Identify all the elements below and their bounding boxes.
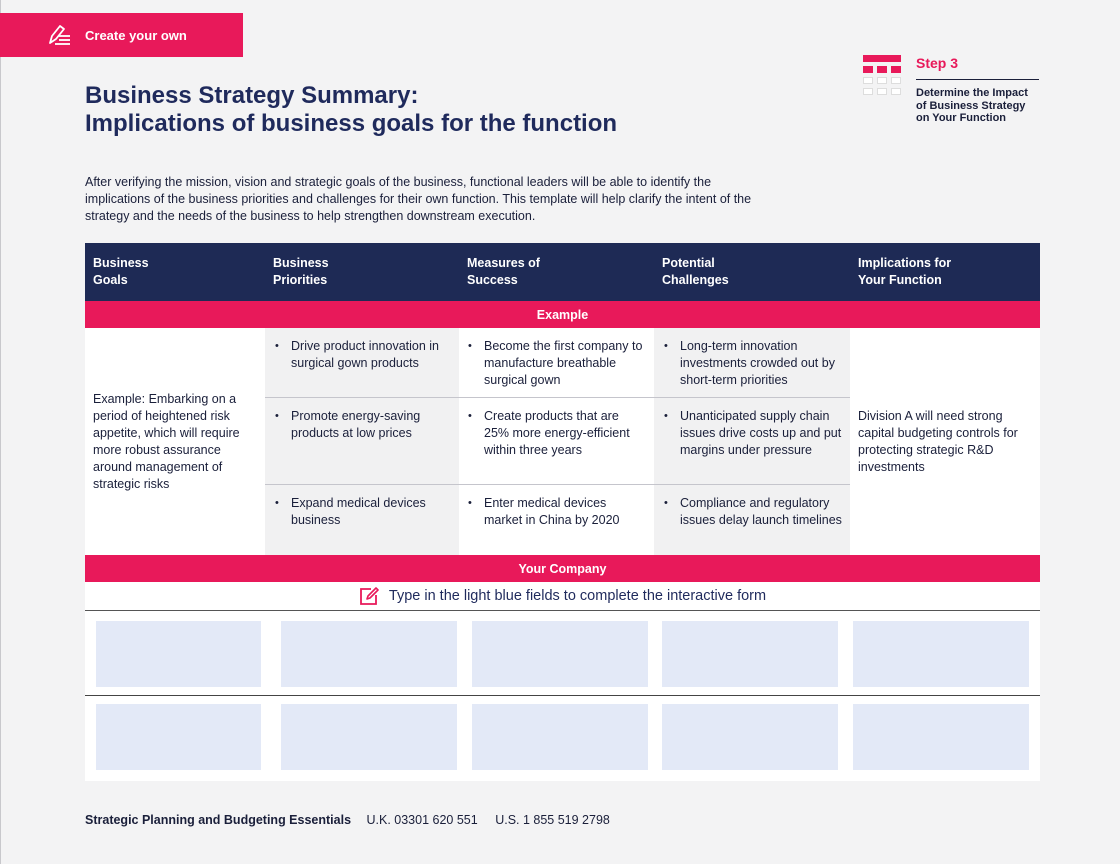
page-title	[85, 82, 617, 138]
priority-input-1[interactable]	[281, 621, 457, 687]
pencil-list-icon	[47, 23, 71, 47]
implication-input-1[interactable]	[853, 621, 1029, 687]
example-section	[85, 328, 1040, 555]
footer	[85, 813, 624, 827]
page-edge	[0, 0, 1, 864]
measure-item: • Enter medical devices market in China by 2020	[466, 495, 646, 529]
measure-input-2[interactable]	[472, 704, 648, 770]
example-implication: Division A will need strong capital budgeting controls for protecting strategic R&D investments	[858, 409, 1018, 474]
measure-item: • Become the first company to manufacture breathable surgical gown	[466, 338, 646, 389]
challenge-item: • Compliance and regulatory issues delay launch timelines	[662, 495, 847, 529]
page-title-line2: Implications of business goals for the function	[85, 110, 618, 137]
goal-input-1[interactable]	[96, 621, 261, 687]
form-instruction	[85, 582, 1040, 611]
footer-us-phone: U.S. 1 855 519 2798	[495, 813, 610, 827]
header-business-priorities: Business Priorities	[273, 256, 329, 287]
intro-paragraph: After verifying the mission, vision and strategic goals of the business, functional leaders will be able to identify the implications of the business priorities and challenges for their own function. This template will help clarify the intent of the strategy and the needs of the business to help strengthen downstream execution.	[85, 175, 752, 223]
form-row-divider	[85, 695, 1040, 696]
page-title-line1: Business Strategy Summary:	[85, 82, 419, 109]
create-your-own-tab[interactable]	[0, 13, 243, 57]
create-your-own-label: Create your own	[85, 27, 187, 43]
measure-item: • Create products that are 25% more energy-efficient within three years	[466, 408, 646, 459]
priority-item: • Expand medical devices business	[273, 495, 453, 529]
row-divider	[265, 484, 850, 485]
challenge-input-1[interactable]	[662, 621, 838, 687]
instruction-text: Type in the light blue fields to complete the interactive form	[388, 588, 767, 604]
your-company-bar: Your Company	[85, 555, 1040, 582]
priority-item: • Promote energy-saving products at low prices	[273, 408, 453, 442]
goal-input-2[interactable]	[96, 704, 261, 770]
table-header	[85, 243, 1040, 301]
implication-input-2[interactable]	[853, 704, 1029, 770]
input-form	[85, 611, 1040, 781]
step-title: Step 3	[916, 55, 959, 71]
example-bar: Example	[85, 301, 1040, 328]
header-measures-of-success: Measures of Success	[467, 256, 540, 287]
step-description: Determine the Impact of Business Strategy on Your Function	[916, 87, 1028, 124]
challenge-item: • Unanticipated supply chain issues drive costs up and put margins under pressure	[662, 408, 847, 459]
edit-pen-icon	[359, 586, 379, 606]
footer-product: Strategic Planning and Budgeting Essentials	[85, 813, 352, 827]
header-implications: Implications for Your Function	[858, 256, 952, 287]
row-divider	[265, 397, 850, 398]
challenge-item: • Long-term innovation investments crowded out by short-term priorities	[662, 338, 847, 389]
priority-item: • Drive product innovation in surgical gown products	[273, 338, 453, 372]
header-business-goals: Business Goals	[93, 256, 149, 287]
priority-input-2[interactable]	[281, 704, 457, 770]
measure-input-1[interactable]	[472, 621, 648, 687]
strategy-table	[85, 243, 1040, 781]
example-goal: Example: Embarking on a period of heightened risk appetite, which will require more robust assurance around management of strategic risks	[93, 392, 240, 491]
footer-uk-phone: U.K. 03301 620 551	[366, 813, 478, 827]
challenge-input-2[interactable]	[662, 704, 838, 770]
grid-table-icon	[863, 55, 901, 95]
header-potential-challenges: Potential Challenges	[662, 256, 729, 287]
step-divider	[916, 79, 1039, 80]
